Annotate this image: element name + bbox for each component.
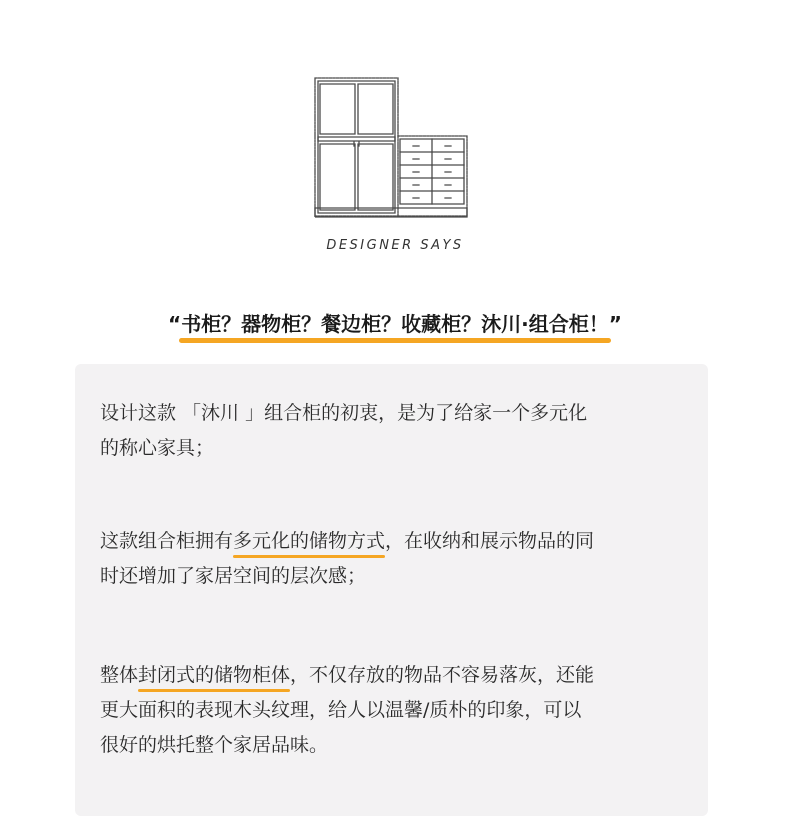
paragraph-2-highlight: 多元化的储物方式	[233, 524, 385, 559]
paragraph-3-line-1-before: 整体	[100, 664, 139, 686]
designer-says-subtitle: DESIGNER SAYS	[326, 238, 464, 253]
headline	[0, 308, 790, 337]
paragraph-3-line-1	[100, 658, 700, 693]
paragraph-3-highlight: 封闭式的储物柜体	[138, 658, 290, 693]
paragraph-3-line-3: 很好的烘托整个家居品味。	[100, 734, 329, 756]
paragraph-3-line-2: 更大面积的表现木头纹理，给人以温馨/质朴的印象，可以	[100, 699, 582, 721]
paragraph-2	[100, 524, 700, 594]
headline-text: 书柜？器物柜？餐边柜？收藏柜？沐川·组合柜！	[181, 308, 609, 337]
open-quote: “	[168, 312, 182, 336]
paragraph-2-line-1	[100, 524, 700, 559]
paragraph-1-line-2: 的称心家具；	[100, 437, 215, 459]
close-quote: ”	[608, 312, 622, 336]
paragraph-3	[100, 658, 700, 763]
paragraph-1-line-1: 设计这款 「沐川 」组合柜的初衷，是为了给家一个多元化	[100, 402, 588, 424]
paragraph-2-line-1-after: ，在收纳和展示物品的同	[385, 530, 595, 552]
cabinet-sketch-icon	[312, 76, 470, 220]
paragraph-2-line-1-before: 这款组合柜拥有	[100, 530, 234, 552]
paragraph-3-line-1-after: ，不仅存放的物品不容易落灰，还能	[290, 664, 595, 686]
paragraph-1	[100, 396, 700, 466]
paragraph-2-line-2: 时还增加了家居空间的层次感；	[100, 565, 367, 587]
